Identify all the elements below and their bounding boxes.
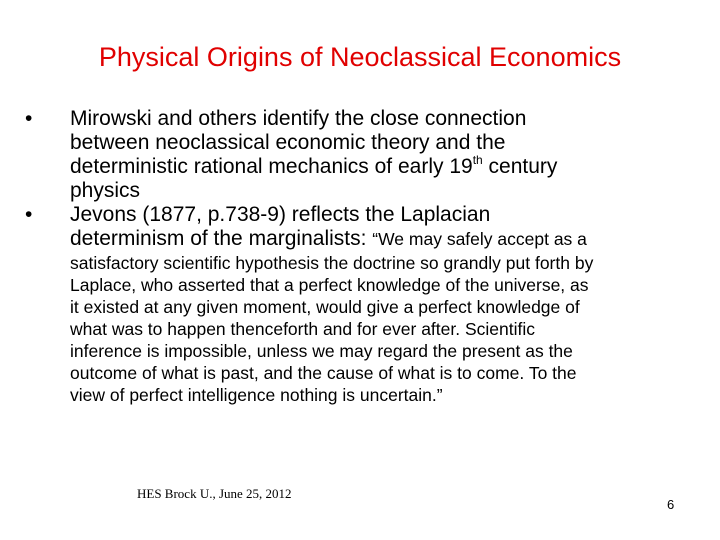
page-number: 6 (667, 497, 675, 512)
bullet1-line3-text: deterministic rational mechanics of early 19 (70, 155, 473, 178)
quote-line: view of perfect intelligence nothing is uncertain.” (70, 385, 443, 405)
bullet-item-jevons (18, 203, 708, 406)
bullet-icon: • (25, 107, 33, 130)
bullet1-line3-end: century (482, 155, 558, 178)
slide-title: Physical Origins of Neoclassical Economics (98, 42, 622, 72)
bullet1-line1: Mirowski and others identify the close connection (70, 107, 527, 130)
bullet2-line2 (70, 227, 708, 251)
bullet2-line2-text: determinism of the marginalists: (70, 227, 373, 250)
quote-line: inference is impossible, unless we may regard the present as the (70, 341, 573, 361)
quote-start: “We may safely accept as a (372, 229, 587, 249)
jevons-quote (70, 252, 708, 406)
footer-text: HES Brock U., June 25, 2012 (137, 486, 292, 501)
bullet-icon: • (25, 203, 33, 226)
quote-line: Laplace, who asserted that a perfect knowledge of the universe, as (70, 275, 589, 295)
bullet2-line1: Jevons (1877, p.738-9) reflects the Laplacian (70, 203, 491, 226)
bullet-list (18, 107, 708, 406)
bullet1-line2: between neoclassical economic theory and the (70, 131, 506, 154)
quote-line: it existed at any given moment, would give a perfect knowledge of (70, 297, 580, 317)
bullet-item-mirowski (18, 107, 708, 203)
bullet1-line4: physics (70, 179, 141, 202)
bullet1-line3 (70, 155, 708, 179)
superscript-th: th (472, 153, 483, 167)
quote-line: outcome of what is past, and the cause of what is to come. To the (70, 363, 577, 383)
quote-line: what was to happen thenceforth and for ever after. Scientific (70, 319, 535, 339)
quote-line: satisfactory scientific hypothesis the doctrine so grandly put forth by (70, 253, 594, 273)
